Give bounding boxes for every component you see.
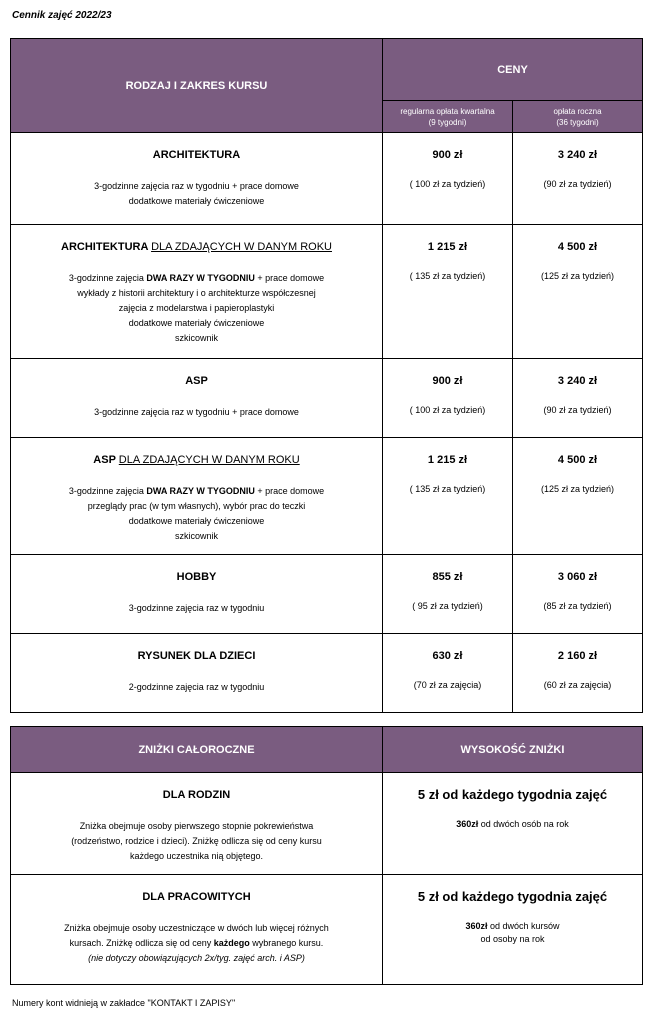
annual-per-week: (90 zł za tydzień) — [543, 179, 612, 189]
discount-desc — [11, 921, 382, 966]
annual-cell — [513, 555, 643, 634]
desc-line: szkicownik — [174, 531, 218, 541]
discount-amount: 5 zł od każdego tygodnia zajęć — [417, 889, 608, 904]
course-title-suffix: DLA ZDAJĄCYCH W DANYM ROKU — [151, 241, 332, 253]
quarterly-price: 630 zł — [432, 650, 463, 662]
discount-sub — [383, 818, 642, 831]
discount-sub-bold: 360zł — [456, 819, 479, 829]
quarterly-cell — [383, 133, 513, 225]
discount-sub-text: od dwóch kursów — [487, 921, 560, 931]
course-title-main: ASP — [93, 454, 116, 466]
quarterly-per-week: (70 zł za zajęcia) — [413, 680, 482, 690]
course-row-kids — [11, 634, 643, 713]
desc-line: Zniżka obejmuje osoby uczestniczące w dwóch lub więcej różnych — [64, 923, 329, 933]
desc-line: dodatkowe materiały ćwiczeniowe — [128, 516, 265, 526]
course-desc — [11, 405, 382, 420]
header-discount-amount: WYSOKOŚĆ ZNIŻKI — [383, 727, 643, 773]
annual-cell — [513, 359, 643, 438]
quarterly-per-week: ( 100 zł za tydzień) — [409, 405, 486, 415]
discount-sub-text: od dwóch osób na rok — [478, 819, 569, 829]
desc-bold: DWA RAZY W TYGODNIU — [146, 273, 255, 283]
discount-desc-cell — [11, 875, 383, 985]
discount-title: DLA RODZIN — [162, 789, 231, 801]
quarterly-cell — [383, 634, 513, 713]
desc-line: Zniżka obejmuje osoby pierwszego stopnie pokrewieństwa — [79, 821, 314, 831]
quarterly-cell — [383, 555, 513, 634]
course-title: ASP — [185, 375, 208, 387]
course-row-hobby — [11, 555, 643, 634]
course-title-suffix: DLA ZDAJĄCYCH W DANYM ROKU — [118, 454, 300, 466]
price-table — [10, 38, 643, 713]
header-annual-line2: (36 tygodni) — [556, 117, 599, 127]
header-annual — [513, 101, 643, 133]
desc-line: przeglądy prac (w tym własnych), wybór prac do teczki — [87, 501, 306, 511]
quarterly-per-week: ( 135 zł za tydzień) — [409, 484, 486, 494]
course-cell — [11, 438, 383, 555]
course-desc — [11, 271, 382, 346]
discount-desc-cell — [11, 773, 383, 875]
course-title-main: ARCHITEKTURA — [61, 241, 148, 253]
header-quarterly-line2: (9 tygodni) — [428, 117, 467, 127]
quarterly-cell — [383, 438, 513, 555]
annual-per-week: (90 zł za tydzień) — [543, 405, 612, 415]
discount-amount-cell — [383, 773, 643, 875]
annual-cell — [513, 225, 643, 359]
quarterly-per-week: ( 135 zł za tydzień) — [409, 271, 486, 281]
desc-text: wybranego kursu. — [249, 938, 324, 948]
course-row-architektura — [11, 133, 643, 225]
course-desc — [11, 179, 382, 209]
course-cell — [11, 634, 383, 713]
desc-line: 3-godzinne zajęcia raz w tygodniu + prace domowe — [94, 181, 299, 191]
footer-note: Numery kont widnieją w zakładce "KONTAKT I ZAPISY" — [12, 998, 236, 1008]
desc-note: (nie dotyczy obowiązujących 2x/tyg. zajęć arch. i ASP) — [88, 953, 305, 963]
quarterly-per-week: ( 100 zł za tydzień) — [409, 179, 486, 189]
desc-line: 2-godzinne zajęcia raz w tygodniu — [128, 682, 265, 692]
desc-text: + prace domowe — [254, 273, 325, 283]
header-course: RODZAJ I ZAKRES KURSU — [11, 39, 383, 133]
desc-line: każdego uczestnika nią objętego. — [129, 851, 264, 861]
annual-cell — [513, 133, 643, 225]
header-prices: CENY — [383, 39, 643, 101]
discount-sub — [383, 920, 642, 946]
course-title — [11, 241, 382, 253]
header-discounts: ZNIŻKI CAŁOROCZNE — [11, 727, 383, 773]
annual-per-week: (85 zł za tydzień) — [543, 601, 612, 611]
course-title — [11, 454, 382, 466]
annual-price: 4 500 zł — [557, 454, 598, 466]
discount-table — [10, 726, 643, 985]
course-title: RYSUNEK DLA DZIECI — [137, 650, 256, 662]
discount-title: DLA PRACOWITYCH — [142, 891, 251, 903]
course-row-architektura-exam — [11, 225, 643, 359]
header-quarterly — [383, 101, 513, 133]
desc-line: zajęcia z modelarstwa i papieroplastyki — [118, 303, 275, 313]
annual-cell — [513, 438, 643, 555]
desc-line: szkicownik — [174, 333, 218, 343]
course-row-asp-exam — [11, 438, 643, 555]
desc-text: kursach. Zniżkę odlicza się od ceny — [69, 938, 214, 948]
course-cell — [11, 133, 383, 225]
desc-text: 3-godzinne zajęcia — [68, 486, 147, 496]
course-cell — [11, 359, 383, 438]
annual-price: 3 240 zł — [557, 149, 598, 161]
discount-desc — [11, 819, 382, 864]
desc-line — [11, 484, 382, 499]
annual-price: 2 160 zł — [557, 650, 598, 662]
discount-amount: 5 zł od każdego tygodnia zajęć — [417, 787, 608, 802]
course-desc — [11, 680, 382, 695]
annual-per-week: (125 zł za tydzień) — [540, 271, 615, 281]
desc-line: (rodzeństwo, rodzice i dzieci). Zniżkę odlicza się od ceny kursu — [71, 836, 322, 846]
quarterly-price: 900 zł — [432, 375, 463, 387]
page-title: Cennik zajęć 2022/23 — [12, 10, 112, 21]
quarterly-cell — [383, 359, 513, 438]
annual-price: 3 060 zł — [557, 571, 598, 583]
desc-bold: każdego — [213, 938, 250, 948]
header-quarterly-line1: regularna opłata kwartalna — [400, 106, 495, 116]
discount-amount-cell — [383, 875, 643, 985]
course-cell — [11, 225, 383, 359]
desc-line: 3-godzinne zajęcia raz w tygodniu + prace domowe — [94, 407, 299, 417]
course-row-asp — [11, 359, 643, 438]
desc-text: 3-godzinne zajęcia — [68, 273, 147, 283]
annual-per-week: (125 zł za tydzień) — [540, 484, 615, 494]
course-cell — [11, 555, 383, 634]
discount-sub-line2: od osoby na rok — [480, 934, 545, 944]
annual-price: 4 500 zł — [557, 241, 598, 253]
header-annual-line1: opłata roczna — [553, 106, 602, 116]
course-desc — [11, 601, 382, 616]
desc-line: dodatkowe materiały ćwiczeniowe — [128, 318, 265, 328]
quarterly-cell — [383, 225, 513, 359]
quarterly-price: 855 zł — [432, 571, 463, 583]
course-desc — [11, 484, 382, 544]
discount-sub-bold: 360zł — [465, 921, 488, 931]
annual-cell — [513, 634, 643, 713]
desc-line — [11, 936, 382, 951]
desc-line — [11, 271, 382, 286]
annual-per-week: (60 zł za zajęcia) — [543, 680, 612, 690]
desc-line: wykłady z historii architektury i o architekturze współczesnej — [77, 288, 316, 298]
course-title: ARCHITEKTURA — [152, 149, 241, 161]
desc-text: + prace domowe — [254, 486, 325, 496]
quarterly-per-week: ( 95 zł za tydzień) — [412, 601, 483, 611]
course-title: HOBBY — [176, 571, 217, 583]
discount-row-family — [11, 773, 643, 875]
quarterly-price: 1 215 zł — [427, 454, 468, 466]
desc-line: dodatkowe materiały ćwiczeniowe — [128, 196, 265, 206]
discount-row-hardworking — [11, 875, 643, 985]
desc-line: 3-godzinne zajęcia raz w tygodniu — [128, 603, 265, 613]
annual-price: 3 240 zł — [557, 375, 598, 387]
desc-bold: DWA RAZY W TYGODNIU — [146, 486, 255, 496]
quarterly-price: 900 zł — [432, 149, 463, 161]
quarterly-price: 1 215 zł — [427, 241, 468, 253]
